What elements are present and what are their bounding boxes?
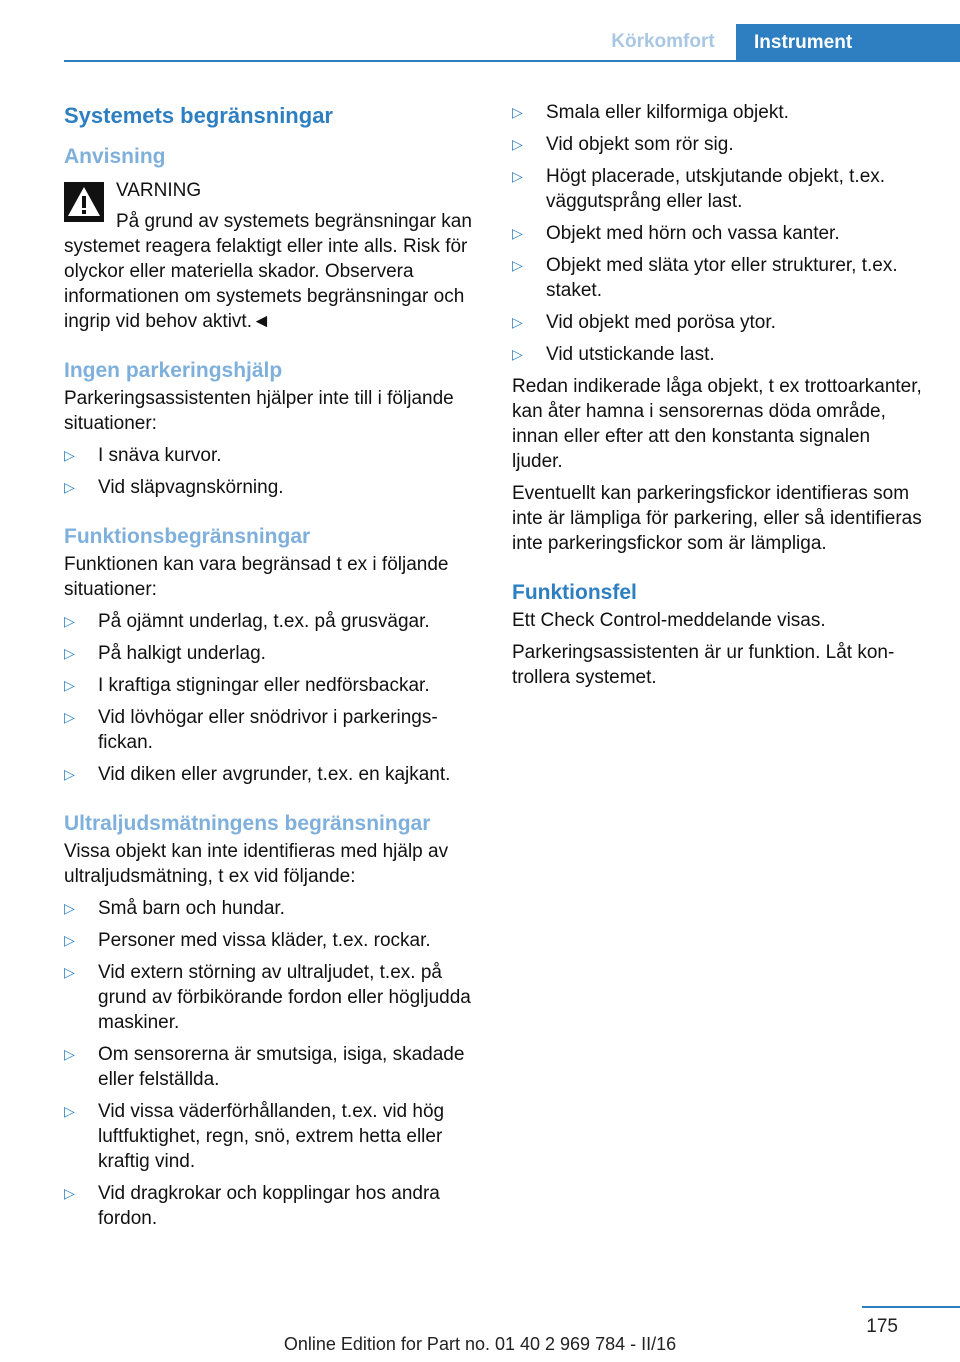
list-item: ▷ Objekt med släta ytor eller strukturer, t.ex. staket. [512, 255, 898, 301]
list-item: ▷ Vid lövhögar eller snödrivor i parkeringsfickan. [64, 707, 438, 753]
triangle-right-icon: ▷ [512, 104, 523, 120]
paragraph: Eventuellt kan parkeringsfickor identifieras som inte är lämpliga för parkering, eller så identifieras inte parkeringsfickor som är lämpliga. [512, 483, 922, 554]
warning-triangle-icon [64, 182, 104, 222]
section-tab-instrument[interactable]: Instrument [736, 24, 960, 62]
triangle-right-icon: ▷ [64, 709, 75, 725]
bullet-list [64, 896, 478, 1231]
list-item: ▷ Högt placerade, utskjutande objekt, t.ex. väggutsprång eller last. [512, 166, 886, 212]
triangle-right-icon: ▷ [64, 645, 75, 661]
list-item: ▷ Vid extern störning av ultraljudet, t.ex. på grund av förbikörande fordon eller högljudda maskiner. [64, 962, 471, 1033]
triangle-right-icon: ▷ [64, 1103, 75, 1119]
list-item: ▷ I kraftiga stigningar eller nedförsbackar. [64, 675, 430, 696]
list-item: ▷ Vid vissa väderförhållanden, t.ex. vid hög luftfuktighet, regn, snö, extrem hetta eller kraftig vind. [64, 1101, 445, 1172]
bullet-list [64, 609, 478, 787]
page-title: Systemets begränsningar [64, 103, 333, 128]
list-item: ▷ Vid utstickande last. [512, 344, 715, 365]
paragraph: Parkeringsassistenten hjälper inte till i följande situationer: [64, 388, 454, 434]
paragraph: Parkeringsassistenten är ur funktion. Låt kontrollera systemet. [512, 642, 895, 688]
right-column [512, 100, 926, 697]
footer-rule [862, 1306, 960, 1308]
list-item: ▷ På halkigt underlag. [64, 643, 266, 664]
triangle-right-icon: ▷ [512, 346, 523, 362]
list-item: ▷ På ojämnt underlag, t.ex. på grusvägar. [64, 611, 430, 632]
edition-footer: Online Edition for Part no. 01 40 2 969 784 - II/16 [283, 1334, 677, 1354]
left-column [64, 100, 478, 1238]
list-item: ▷ Vid objekt med porösa ytor. [512, 312, 776, 333]
triangle-right-icon: ▷ [64, 932, 75, 948]
triangle-right-icon: ▷ [64, 1185, 75, 1201]
section-tab-korkomfort[interactable]: Körkomfort [611, 31, 715, 52]
triangle-right-icon: ▷ [512, 257, 523, 273]
triangle-right-icon: ▷ [64, 677, 75, 693]
heading-funktionsfel: Funktionsfel [512, 581, 637, 604]
warning-box [64, 178, 478, 334]
triangle-right-icon: ▷ [64, 964, 75, 980]
triangle-right-icon: ▷ [512, 168, 523, 184]
list-item: ▷ Personer med vissa kläder, t.ex. rockar. [64, 930, 431, 951]
paragraph: Vissa objekt kan inte identifieras med hjälp av ultraljudsmätning, t ex vid följande: [64, 841, 449, 887]
list-item: ▷ Vid objekt som rör sig. [512, 134, 734, 155]
heading-funktionsbegransningar: Funktionsbegränsningar [64, 525, 311, 548]
triangle-right-icon: ▷ [64, 900, 75, 916]
triangle-right-icon: ▷ [512, 225, 523, 241]
heading-ingen-parkeringshjalp: Ingen parkeringshjälp [64, 359, 283, 382]
triangle-right-icon: ▷ [64, 766, 75, 782]
list-item: ▷ Om sensorerna är smutsiga, isiga, skadade eller felställda. [64, 1044, 465, 1090]
paragraph: Ett Check Control-meddelande visas. [512, 610, 826, 631]
bullet-list [512, 100, 926, 367]
paragraph: Funktionen kan vara begränsad t ex i följande situationer: [64, 554, 449, 600]
triangle-right-icon: ▷ [64, 613, 75, 629]
warning-title: VARNING [116, 180, 202, 201]
list-item: ▷ Vid dragkrokar och kopplingar hos andra fordon. [64, 1183, 440, 1229]
triangle-right-icon: ▷ [64, 479, 75, 495]
list-item: ▷ Objekt med hörn och vassa kanter. [512, 223, 840, 244]
paragraph: Redan indikerade låga objekt, t ex trottoarkanter, kan åter hamna i sensorernas döda område, innan eller efter att den konstanta signalen ljuder. [512, 376, 922, 472]
list-item: ▷ I snäva kurvor. [64, 445, 222, 466]
heading-ultraljud: Ultraljudsmätningens begränsningar [64, 812, 431, 835]
triangle-right-icon: ▷ [64, 1046, 75, 1062]
list-item: ▷ Vid släpvagnskörning. [64, 477, 284, 498]
triangle-right-icon: ▷ [512, 136, 523, 152]
triangle-right-icon: ▷ [64, 447, 75, 463]
heading-anvisning: Anvisning [64, 145, 166, 168]
triangle-right-icon: ▷ [512, 314, 523, 330]
list-item: ▷ Vid diken eller avgrunder, t.ex. en kajkant. [64, 764, 451, 785]
list-item: ▷ Smala eller kilformiga objekt. [512, 102, 789, 123]
page-number: 175 [866, 1316, 898, 1337]
list-item: ▷ Små barn och hundar. [64, 898, 285, 919]
bullet-list [64, 443, 478, 500]
warning-text: På grund av systemets begränsningar kan systemet reagera felaktigt eller inte alls. Risk för olyckor eller materiella skador. Observera informationen om systemets begränsningar och ingrip vid behov aktivt.◄ [64, 211, 472, 332]
